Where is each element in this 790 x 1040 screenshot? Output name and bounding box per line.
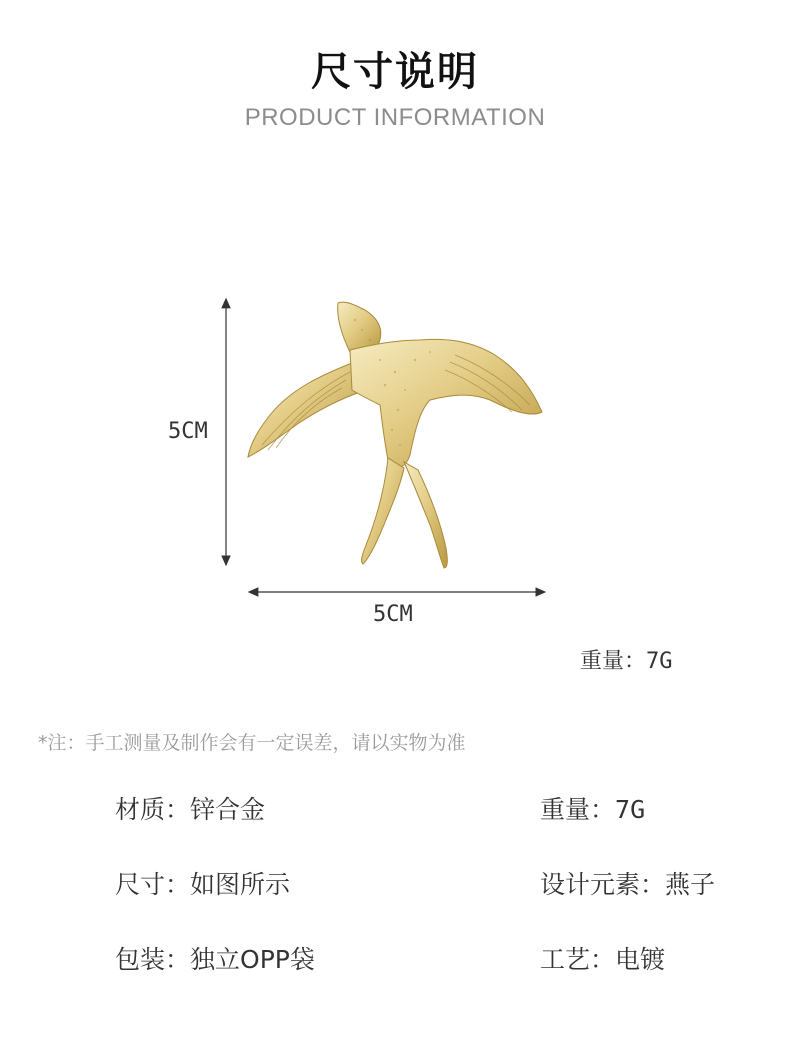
spec-craft-label: 工艺：: [540, 945, 616, 974]
spec-material: [115, 790, 265, 826]
spec-design-value: 燕子: [665, 870, 716, 899]
product-weight-value: 7G: [646, 649, 673, 674]
width-label: 5CM: [373, 602, 413, 627]
spec-weight: [540, 790, 645, 826]
spec-package: [115, 940, 315, 976]
spec-size: [115, 865, 290, 901]
measurement-note: *注：手工测量及制作会有一定误差，请以实物为准: [38, 732, 466, 754]
page-title: 尺寸说明: [311, 49, 479, 95]
swallow-brooch-icon: [248, 302, 542, 568]
product-weight-label: 重量：: [580, 649, 647, 674]
spec-size-label: 尺寸：: [115, 870, 191, 899]
spec-material-value: 锌合金: [190, 795, 266, 824]
spec-craft: [540, 940, 665, 976]
spec-design-label: 设计元素：: [540, 870, 666, 899]
page-subtitle: PRODUCT INFORMATION: [244, 104, 546, 131]
spec-package-label: 包装：: [115, 945, 191, 974]
spec-material-label: 材质：: [115, 795, 191, 824]
spec-weight-label: 重量：: [540, 795, 616, 824]
spec-craft-value: 电镀: [615, 945, 666, 974]
spec-weight-value: 7G: [615, 795, 646, 824]
height-label: 5CM: [168, 419, 208, 444]
spec-package-value: 独立OPP袋: [190, 945, 315, 974]
product-weight: [580, 644, 673, 675]
spec-size-value: 如图所示: [190, 870, 291, 899]
spec-design: [540, 865, 715, 901]
